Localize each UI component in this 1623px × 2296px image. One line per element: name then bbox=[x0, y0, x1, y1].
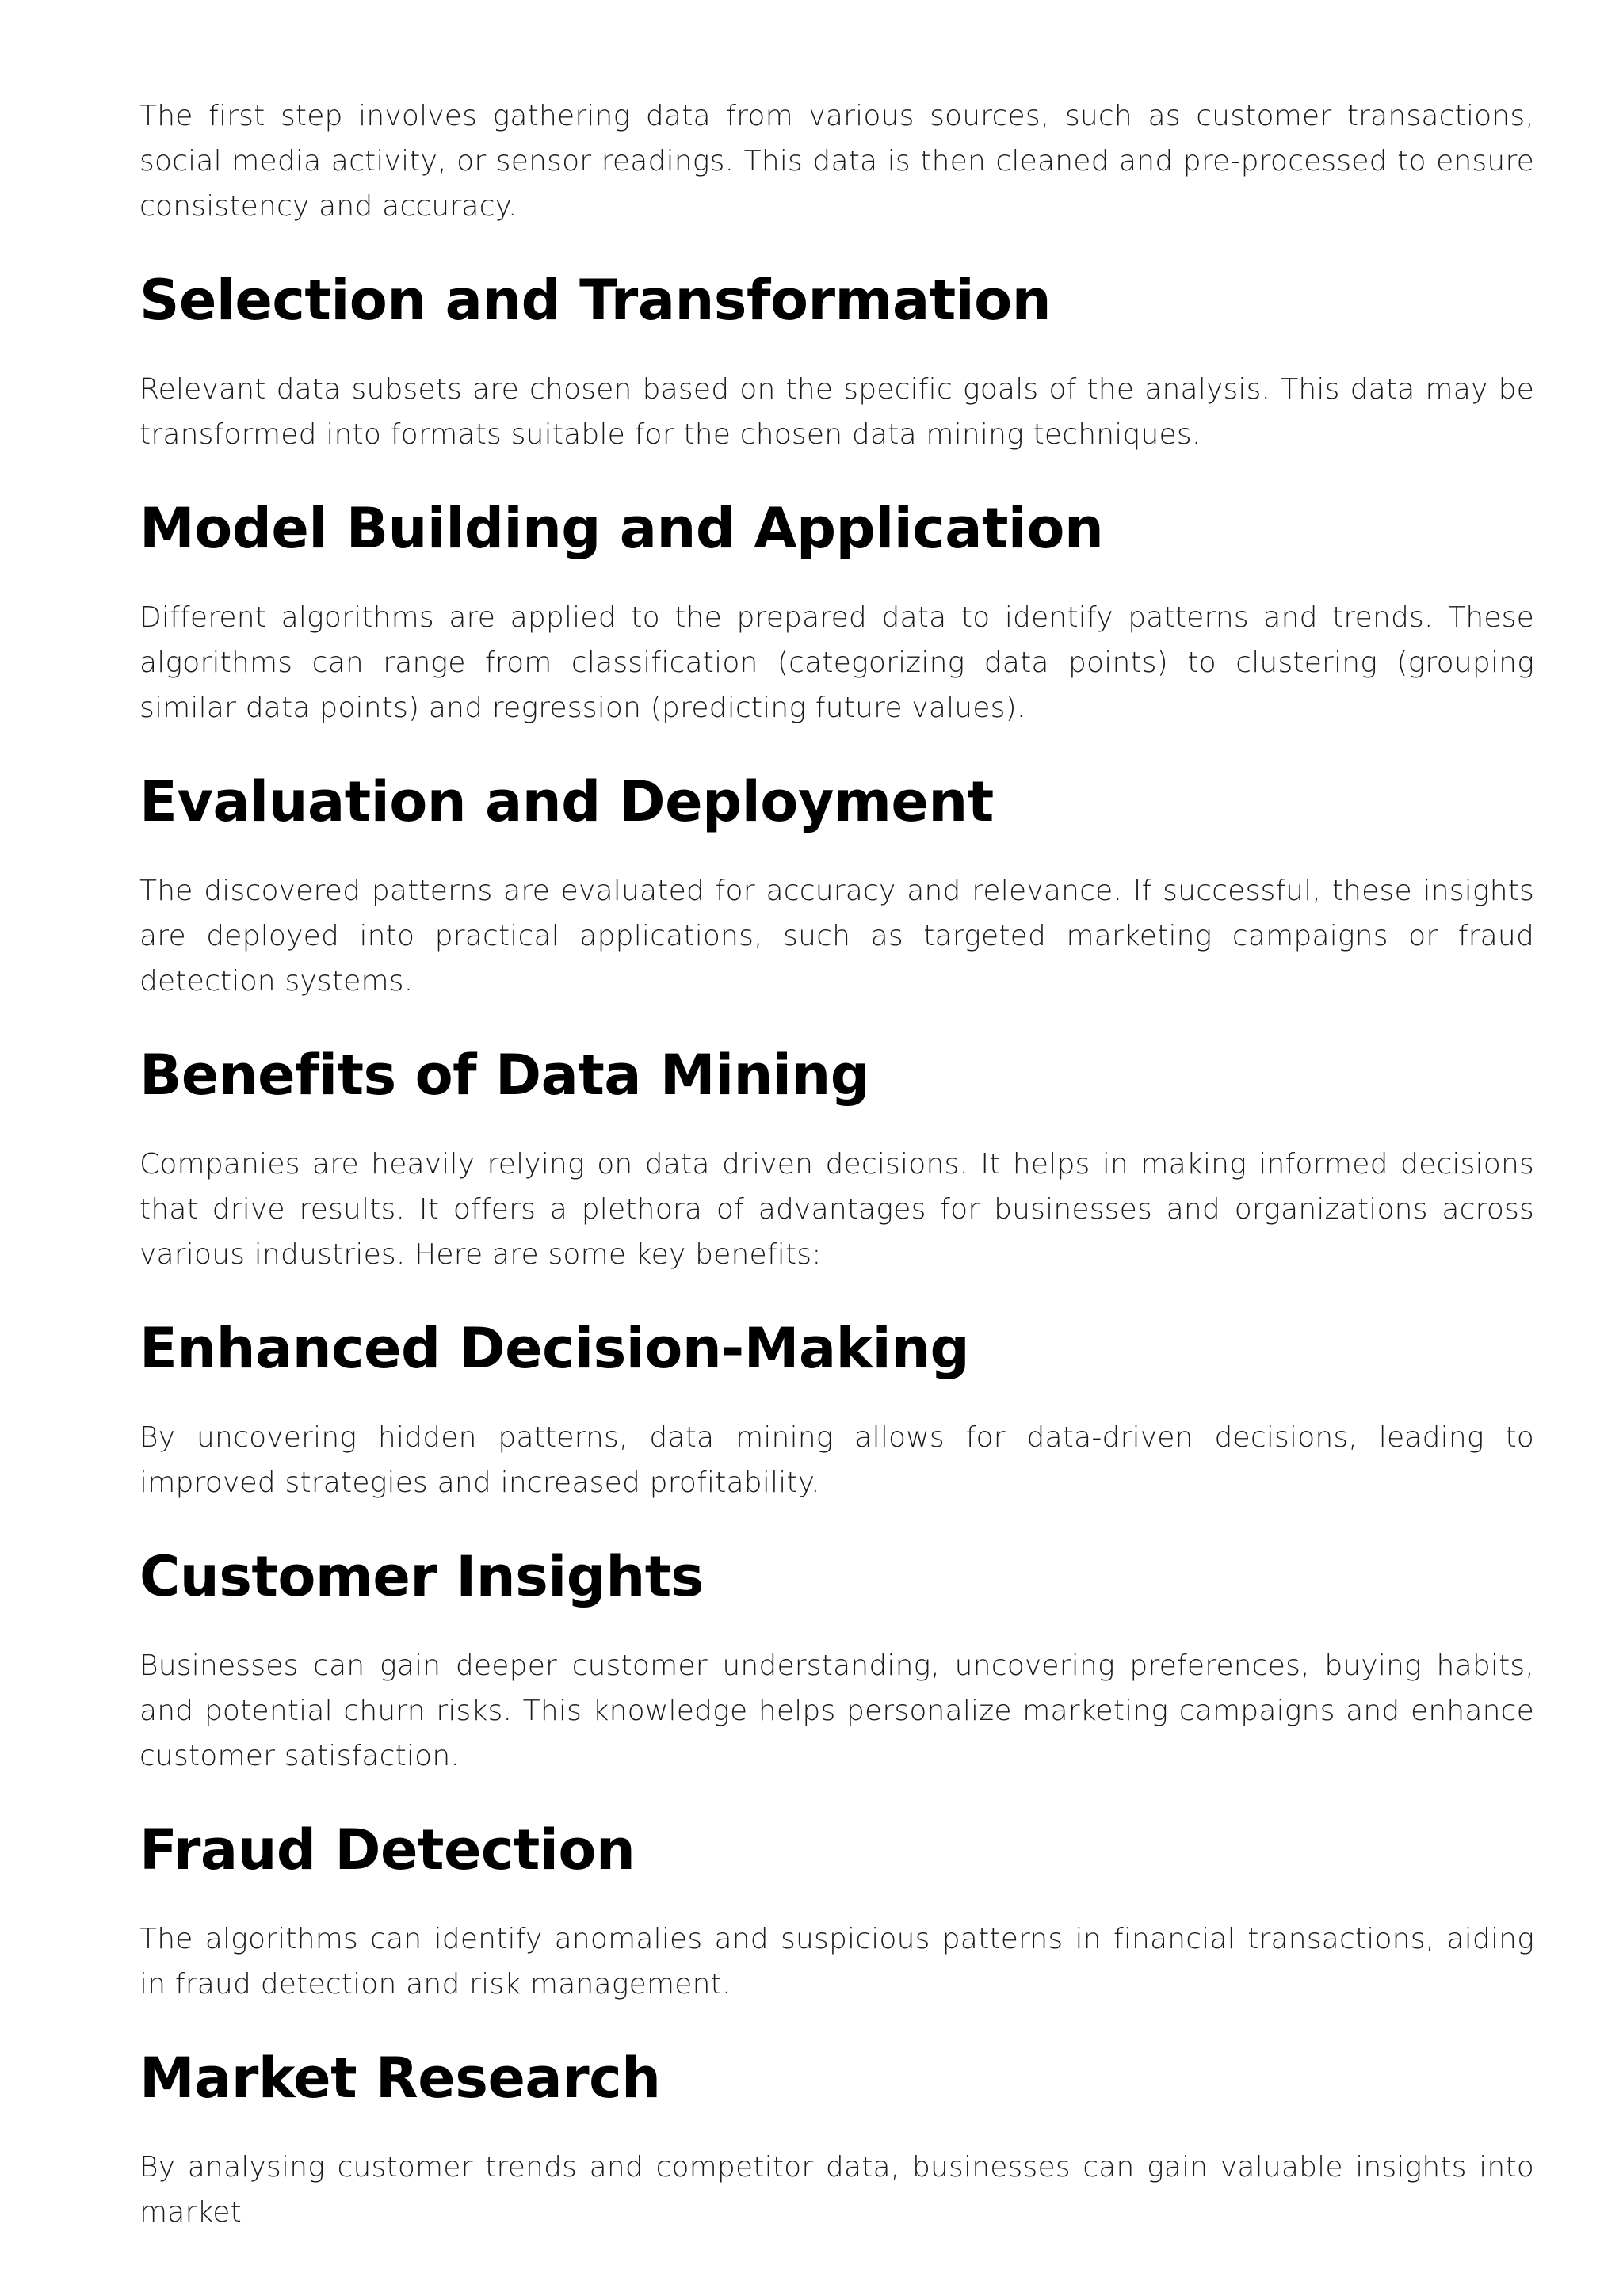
heading-evaluation-deployment: Evaluation and Deployment bbox=[139, 769, 994, 834]
paragraph-decision-making: By uncovering hidden patterns, data mining allows for data-driven decisions, leading to improved strategies and increased profitability. bbox=[139, 1421, 1534, 1499]
heading-customer-insights: Customer Insights bbox=[139, 1544, 704, 1609]
heading-fraud-detection: Fraud Detection bbox=[139, 1817, 636, 1882]
paragraph-market-research: By analysing customer trends and competitor data, businesses can gain valuable insights into market bbox=[139, 2151, 1534, 2229]
document-page bbox=[139, 93, 1534, 2235]
paragraph-data-gathering: The first step involves gathering data from various sources, such as customer transactions, social media activity, or sensor readings. This data is then cleaned and pre-processed to ensure consistency and accuracy. bbox=[139, 100, 1534, 223]
heading-decision-making: Enhanced Decision-Making bbox=[139, 1316, 970, 1381]
paragraph-model-building: Different algorithms are applied to the prepared data to identify patterns and trends. These algorithms can range from classification (categorizing data points) to clustering (grouping similar data points) and regression (predicting future values). bbox=[139, 601, 1534, 724]
paragraph-selection-transformation: Relevant data subsets are chosen based on the specific goals of the analysis. This data may be transformed into formats suitable for the chosen data mining techniques. bbox=[139, 373, 1534, 451]
heading-market-research: Market Research bbox=[139, 2046, 661, 2111]
paragraph-evaluation-deployment: The discovered patterns are evaluated for accuracy and relevance. If successful, these insights are deployed into practical applications, such as targeted marketing campaigns or fraud detection systems. bbox=[139, 875, 1534, 997]
paragraph-benefits: Companies are heavily relying on data driven decisions. It helps in making informed decisions that drive results. It offers a plethora of advantages for businesses and organizations across various industries. Here are some key benefits: bbox=[139, 1148, 1534, 1271]
heading-model-building: Model Building and Application bbox=[139, 496, 1104, 561]
paragraph-fraud-detection: The algorithms can identify anomalies and suspicious patterns in financial transactions, aiding in fraud detection and risk management. bbox=[139, 1923, 1534, 2000]
heading-benefits: Benefits of Data Mining bbox=[139, 1043, 870, 1108]
heading-selection-transformation: Selection and Transformation bbox=[139, 268, 1052, 333]
paragraph-customer-insights: Businesses can gain deeper customer understanding, uncovering preferences, buying habits, and potential churn risks. This knowledge helps personalize marketing campaigns and enhance customer satisfaction. bbox=[139, 1650, 1534, 1772]
